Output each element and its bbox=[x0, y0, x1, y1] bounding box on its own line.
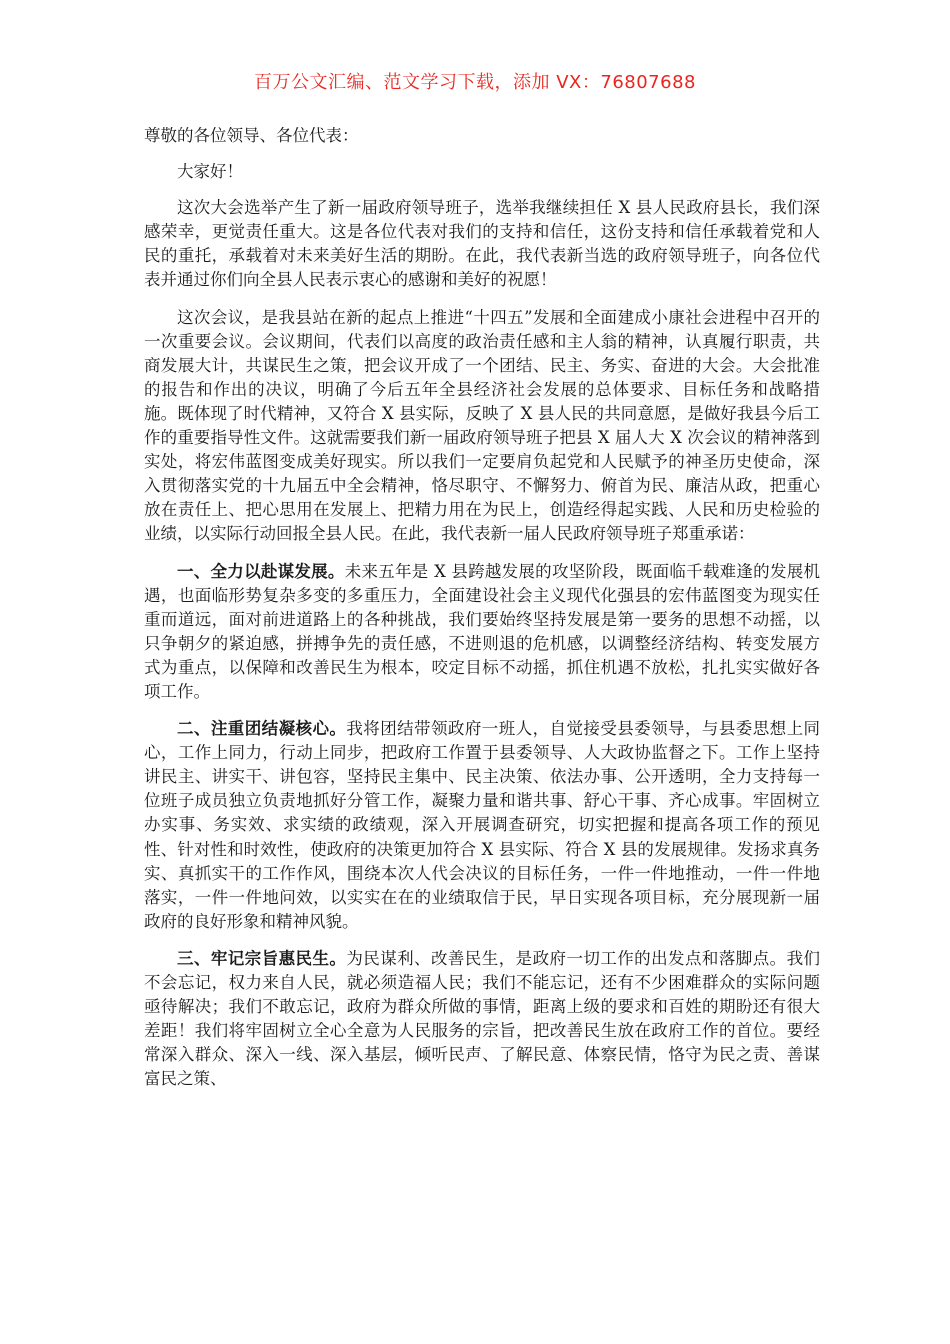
paragraph-meeting: 这次会议，是我县站在新的起点上推进“十四五”发展和全面建成小康社会进程中召开的一次重要会议。会议期间，代表们以高度的政治责任感和主人翁的精神，认真履行职责，共商发展大计，共谋民生之策，把会议开成了一个团结、民主、务实、奋进的大会。大会批准的报告和作出的决议，明确了今后五年全县经济社会发展的总体要求、目标任务和战略措施。既体现了时代精神，又符合 X 县实际，反映了 X 县人民的共同意愿，是做好我县今后工作的重要指导性文件。这就需要我们新一届政府领导班子把县 X 届人大 X 次会议的精神落到实处，将宏伟蓝图变成美好现实。所以我们一定要肩负起党和人民赋予的神圣历史使命，深入贯彻落实党的十九届五中全会精神，恪尽职守、不懈努力、俯首为民、廉洁从政，把重心放在责任上、把心思用在发展上、把精力用在为民上，创造经得起实践、人民和历史检验的业绩，以实际行动回报全县人民。在此，我代表新一届人民政府领导班子郑重承诺： bbox=[144, 307, 820, 544]
commitment-text: 我将团结带领政府一班人，自觉接受县委领导，与县委思想上同心，工作上同力，行动上同步，把政府工作置于县委领导、人大政协监督之下。工作上坚持讲民主、讲实干、讲包容，坚持民主集中、民主决策、依法办事、公开透明，全力支持每一位班子成员独立负责地抓好分管工作，凝聚力量和谐共事、舒心干事、齐心成事。牢固树立办实事、务实效、求实绩的政绩观，深入开展调查研究，切实把握和提高各项工作的预见性、针对性和时效性，使政府的决策更加符合 X 县实际、符合 X 县的发展规律。发扬求真务实、真抓实干的工作作风，围绕本次人代会决议的目标任务，一件一件地推动，一件一件地落实，一件一件地问效，以实实在在的业绩取信于民，早日实现各项目标，充分展现新一届政府的良好形象和精神风貌。 bbox=[144, 719, 821, 931]
commitment-heading: 一、全力以赴谋发展。 bbox=[177, 561, 345, 581]
watermark-header: 百万公文汇编、范文学习下载，添加 VX：76807688 bbox=[254, 72, 696, 93]
commitment-development bbox=[144, 560, 820, 705]
commitment-unity bbox=[144, 717, 820, 934]
salutation: 尊敬的各位领导、各位代表： bbox=[144, 126, 359, 145]
document-body bbox=[144, 124, 820, 1091]
commitment-heading: 二、注重团结凝核心。 bbox=[177, 719, 347, 739]
commitment-text: 未来五年是 X 县跨越发展的攻坚阶段，既面临千载难逢的发展机遇，也面临形势复杂多变的多重压力，全面建设社会主义现代化强县的宏伟蓝图变为现实任重而道远，面对前进道路上的各种挑战，我们要始终坚持发展是第一要务的思想不动摇，以只争朝夕的紧迫感，拼搏争先的责任感，不进则退的危机感，以调整经济结构、转变发展方式为重点，以保障和改善民生为根本，咬定目标不动摇，抓住机遇不放松，扎扎实实做好各项工作。 bbox=[144, 561, 820, 701]
commitment-livelihood bbox=[144, 947, 820, 1092]
greeting: 大家好！ bbox=[177, 162, 243, 182]
paragraph-intro: 这次大会选举产生了新一届政府领导班子，选举我继续担任 X 县人民政府县长，我们深感荣幸，更觉责任重大。这是各位代表对我们的支持和信任，这份支持和信任承载着党和人民的重托，承载着对未来美好生活的期盼。在此，我代表新当选的政府领导班子，向各位代表并通过你们向全县人民表示衷心的感谢和美好的祝愿！ bbox=[144, 198, 820, 290]
commitment-heading: 三、牢记宗旨惠民生。 bbox=[177, 948, 347, 968]
commitment-text: 为民谋利、改善民生，是政府一切工作的出发点和落脚点。我们不会忘记，权力来自人民，就必须造福人民；我们不能忘记，还有不少困难群众的实际问题亟待解决；我们不敢忘记，政府为群众所做的事情，距离上级的要求和百姓的期盼还有很大差距！我们将牢固树立全心全意为人民服务的宗旨，把改善民生放在政府工作的首位。要经常深入群众、深入一线、深入基层，倾听民声、了解民意、体察民情，恪守为民之责、善谋富民之策、 bbox=[144, 948, 821, 1089]
